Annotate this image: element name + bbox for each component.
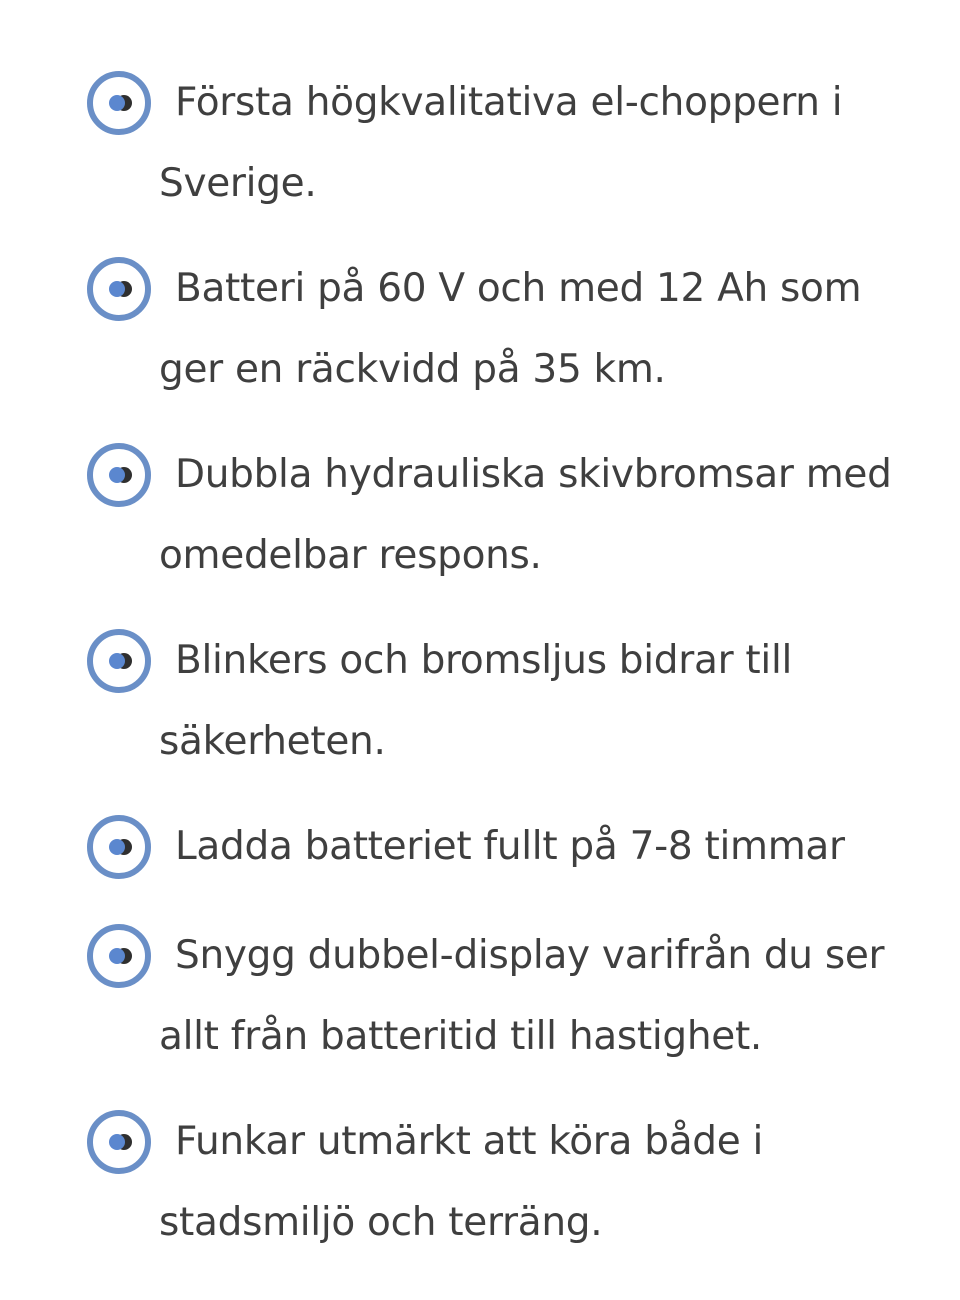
feature-text: Funkar utmärkt att köra både i stadsmiljö och terräng. (159, 1119, 764, 1245)
radio-bullet-icon (86, 628, 152, 694)
feature-text: Snygg dubbel-display varifrån du ser allt från batteritid till hastighet. (159, 933, 885, 1059)
radio-bullet-icon (86, 442, 152, 508)
radio-bullet-icon (86, 814, 152, 880)
list-item (86, 1101, 916, 1263)
list-item (86, 620, 916, 782)
list-item (86, 248, 916, 410)
list-item (86, 434, 916, 596)
radio-bullet-icon (86, 256, 152, 322)
list-item (86, 62, 916, 224)
feature-text: Batteri på 60 V och med 12 Ah som ger en räckvidd på 35 km. (159, 266, 862, 392)
radio-bullet-icon (86, 923, 152, 989)
radio-bullet-icon (86, 70, 152, 136)
feature-text: Blinkers och bromsljus bidrar till säkerheten. (159, 638, 793, 764)
feature-text: Första högkvalitativa el-choppern i Sverige. (159, 80, 843, 206)
feature-list (86, 62, 916, 1287)
feature-text: Ladda batteriet fullt på 7-8 timmar (175, 824, 845, 869)
list-item (86, 806, 916, 887)
list-item (86, 915, 916, 1077)
radio-bullet-icon (86, 1109, 152, 1175)
feature-text: Dubbla hydrauliska skivbromsar med omedelbar respons. (159, 452, 892, 578)
